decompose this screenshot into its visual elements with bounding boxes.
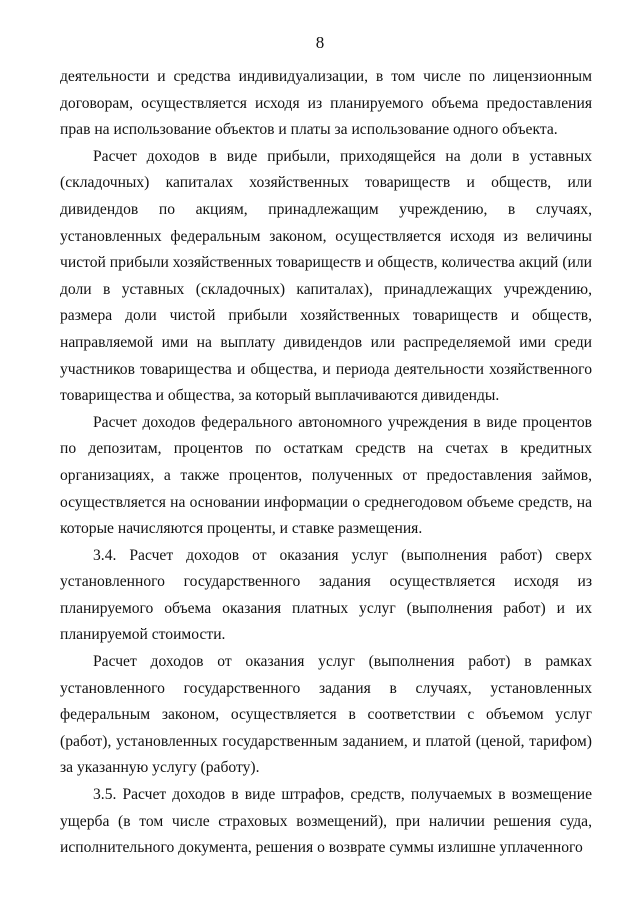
page-number: 8: [315, 33, 325, 52]
paragraph-dividend-income: Расчет доходов в виде прибыли, приходящейся на доли в уставных (складочных) капиталах хозяйственных товариществ и обществ, или дивидендов по акциям, принадлежащим учреждению, в случаях, установленных федеральным законом, осуществляется исходя из величины чистой прибыли хозяйственных товариществ и обществ, количества акций (или доли в уставных (складочных) капиталах), принадлежащих учреждению, размера доли чистой прибыли хозяйственных товариществ и обществ, направляемой ими на выплату дивидендов или распределяемой ими среди участников товарищества и общества, и периода деятельности хозяйственного товарищества и общества, за который выплачиваются дивиденды.: [60, 147, 592, 405]
document-body: [60, 64, 592, 862]
paragraph-interest-income: Расчет доходов федерального автономного учреждения в виде процентов по депозитам, процентов по остаткам средств на счетах в кредитных организациях, а также процентов, полученных от предоставления займов, осуществляется на основании информации о среднегодовом объеме средств, на которые начисляются проценты, и ставке размещения.: [60, 413, 592, 538]
paragraph-state-task-income: Расчет доходов от оказания услуг (выполнения работ) в рамках установленного государственного задания в случаях, установленных федеральным законом, осуществляется в соответствии с объемом услуг (работ), установленных государственным заданием, и платой (ценой, тарифом) за указанную услугу (работу).: [60, 653, 592, 777]
paragraph-continuation: деятельности и средства индивидуализации, в том числе по лицензионным договорам, осуществляется исходя из планируемого объема предоставления прав на использование объектов и платы за использование одного объекта.: [60, 68, 592, 139]
paragraph-3-4: 3.4. Расчет доходов от оказания услуг (выполнения работ) сверх установленного государственного задания осуществляется исходя из планируемого объема оказания платных услуг (выполнения работ) и их планируемой стоимости.: [60, 546, 592, 644]
paragraph-3-5: 3.5. Расчет доходов в виде штрафов, средств, получаемых в возмещение ущерба (в том числе страховых возмещений), при наличии решения суда, исполнительного документа, решения о возврате суммы излишне уплаченного: [60, 786, 592, 857]
